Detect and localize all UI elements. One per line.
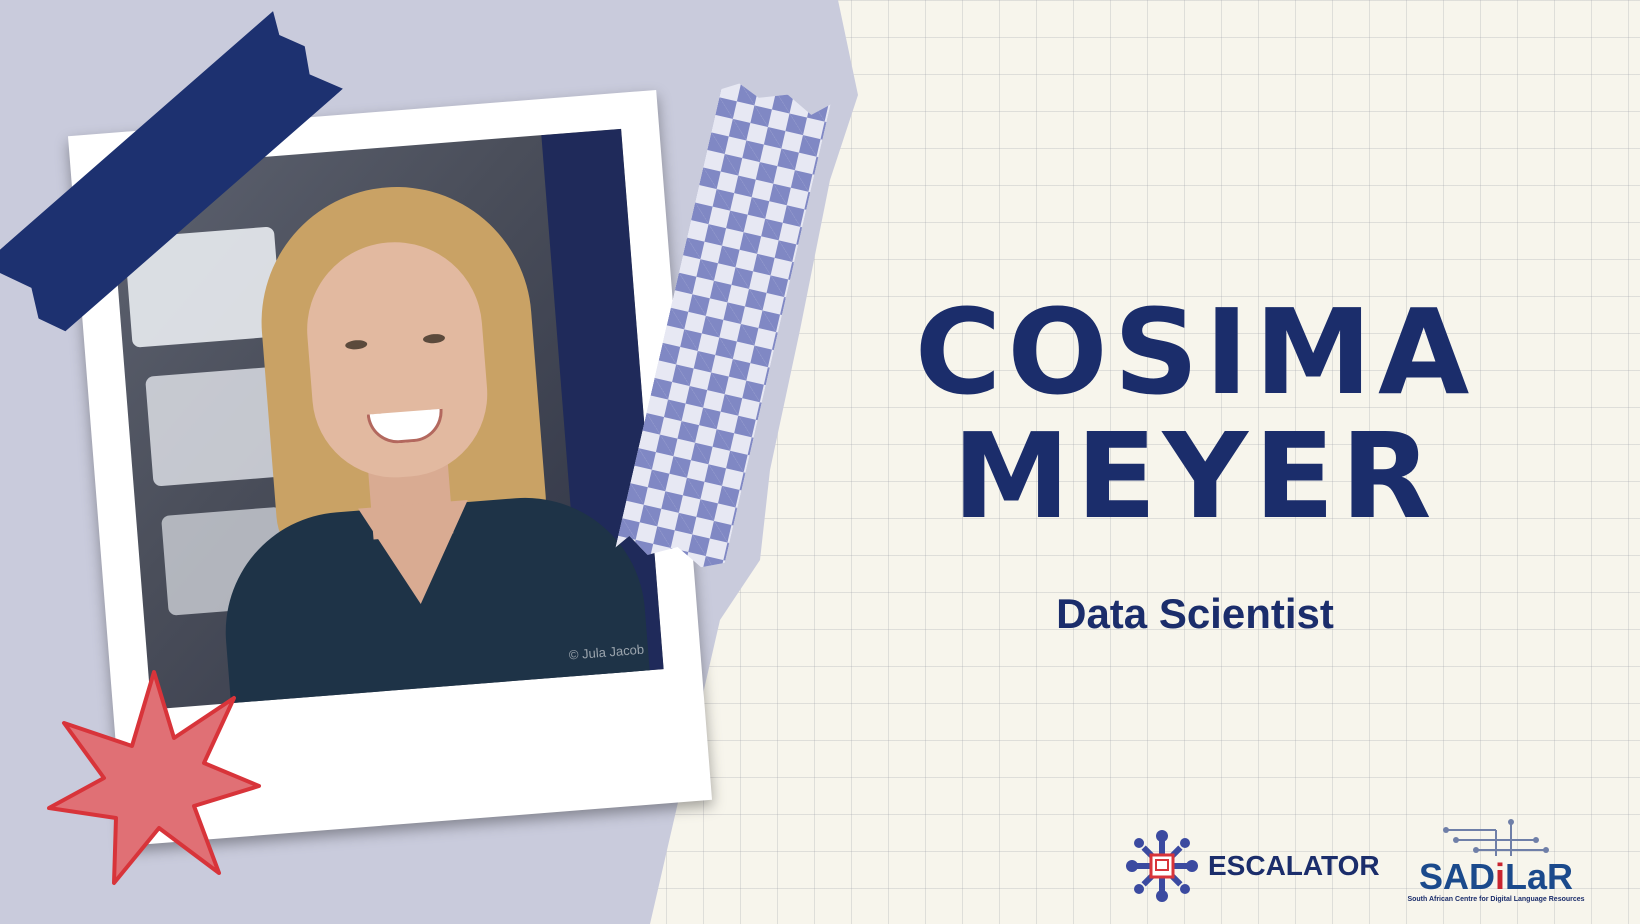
job-title: Data Scientist bbox=[1056, 590, 1334, 637]
escalator-logo-text: ESCALATOR bbox=[1208, 850, 1380, 881]
star-burst-icon bbox=[44, 668, 264, 888]
sadilar-full-name: South African Centre for Digital Language Resources bbox=[1407, 896, 1585, 903]
circuit-icon bbox=[1436, 818, 1556, 858]
last-name: MEYER bbox=[952, 407, 1438, 545]
person-name bbox=[870, 283, 1520, 545]
escalator-logo bbox=[1122, 826, 1380, 906]
sadilar-logo-text: SADiLaR bbox=[1418, 856, 1574, 897]
photo-credit: © Jula Jacob bbox=[568, 641, 645, 663]
first-name: COSIMA bbox=[914, 283, 1476, 421]
escalator-logo-icon bbox=[1122, 826, 1202, 906]
sadilar-logo bbox=[1406, 818, 1586, 903]
